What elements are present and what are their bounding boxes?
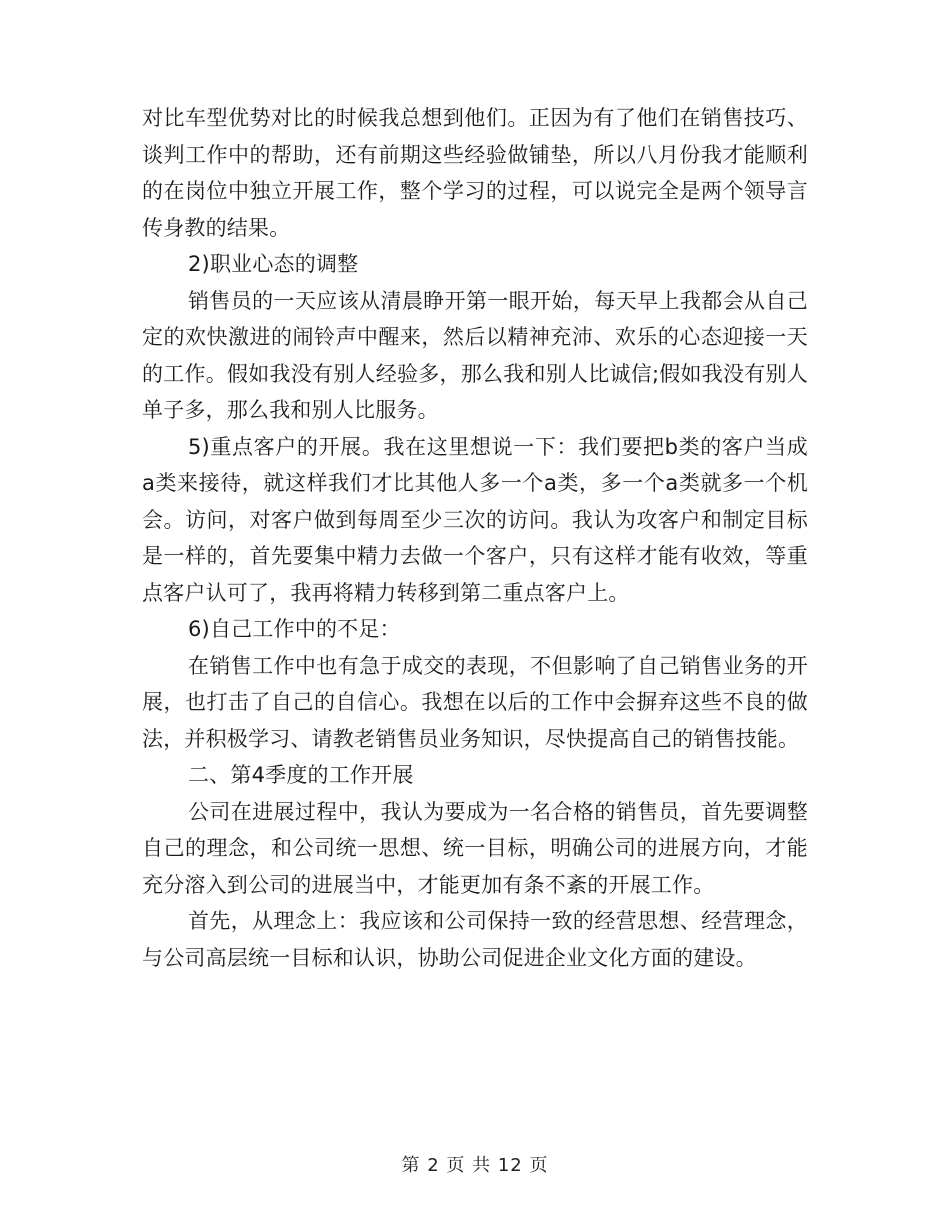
paragraph-3: 销售员的一天应该从清晨睁开第一眼开始，每天早上我都会从自己定的欢快激进的闹铃声中醒来，然后以精神充沛、欢乐的心态迎接一天的工作。假如我没有别人经验多，那么我和别人比诚信;假如我没有别人单子多，那么我和别人比服务。: [142, 288, 808, 422]
paragraph-2: 2)职业心态的调整: [188, 252, 359, 276]
paragraph-6: 在销售工作中也有急于成交的表现，不但影响了自己销售业务的开展，也打击了自己的自信心。我想在以后的工作中会摒弃这些不良的做法，并积极学习、请教老销售员业务知识，尽快提高自己的销售技能。: [142, 653, 808, 751]
document-body: [142, 100, 808, 976]
paragraph-8: 公司在进展过程中，我认为要成为一名合格的销售员，首先要调整自己的理念，和公司统一思想、统一目标，明确公司的进展方向，才能充分溶入到公司的进展当中，才能更加有条不紊的开展工作。: [142, 799, 808, 897]
paragraph-4: 5)重点客户的开展。我在这里想说一下：我们要把b类的客户当成a类来接待，就这样我们才比其他人多一个a类，多一个a类就多一个机会。访问，对客户做到每周至少三次的访问。我认为攻客户和制定目标是一样的，首先要集中精力去做一个客户，只有这样才能有收效，等重点客户认可了，我再将精力转移到第二重点客户上。: [142, 434, 808, 605]
paragraph-9: 首先，从理念上：我应该和公司保持一致的经营思想、经营理念，与公司高层统一目标和认识，协助公司促进企业文化方面的建设。: [142, 909, 808, 970]
paragraph-5: 6)自己工作中的不足：: [188, 617, 401, 641]
paragraph-1: 对比车型优势对比的时候我总想到他们。正因为有了他们在销售技巧、谈判工作中的帮助，还有前期这些经验做铺垫，所以八月份我才能顺利的在岗位中独立开展工作，整个学习的过程，可以说完全是两个领导言传身教的结果。: [142, 106, 808, 240]
paragraph-7: 二、第4季度的工作开展: [188, 763, 414, 787]
page-number-footer: 第 2 页 共 12 页: [401, 1155, 549, 1176]
